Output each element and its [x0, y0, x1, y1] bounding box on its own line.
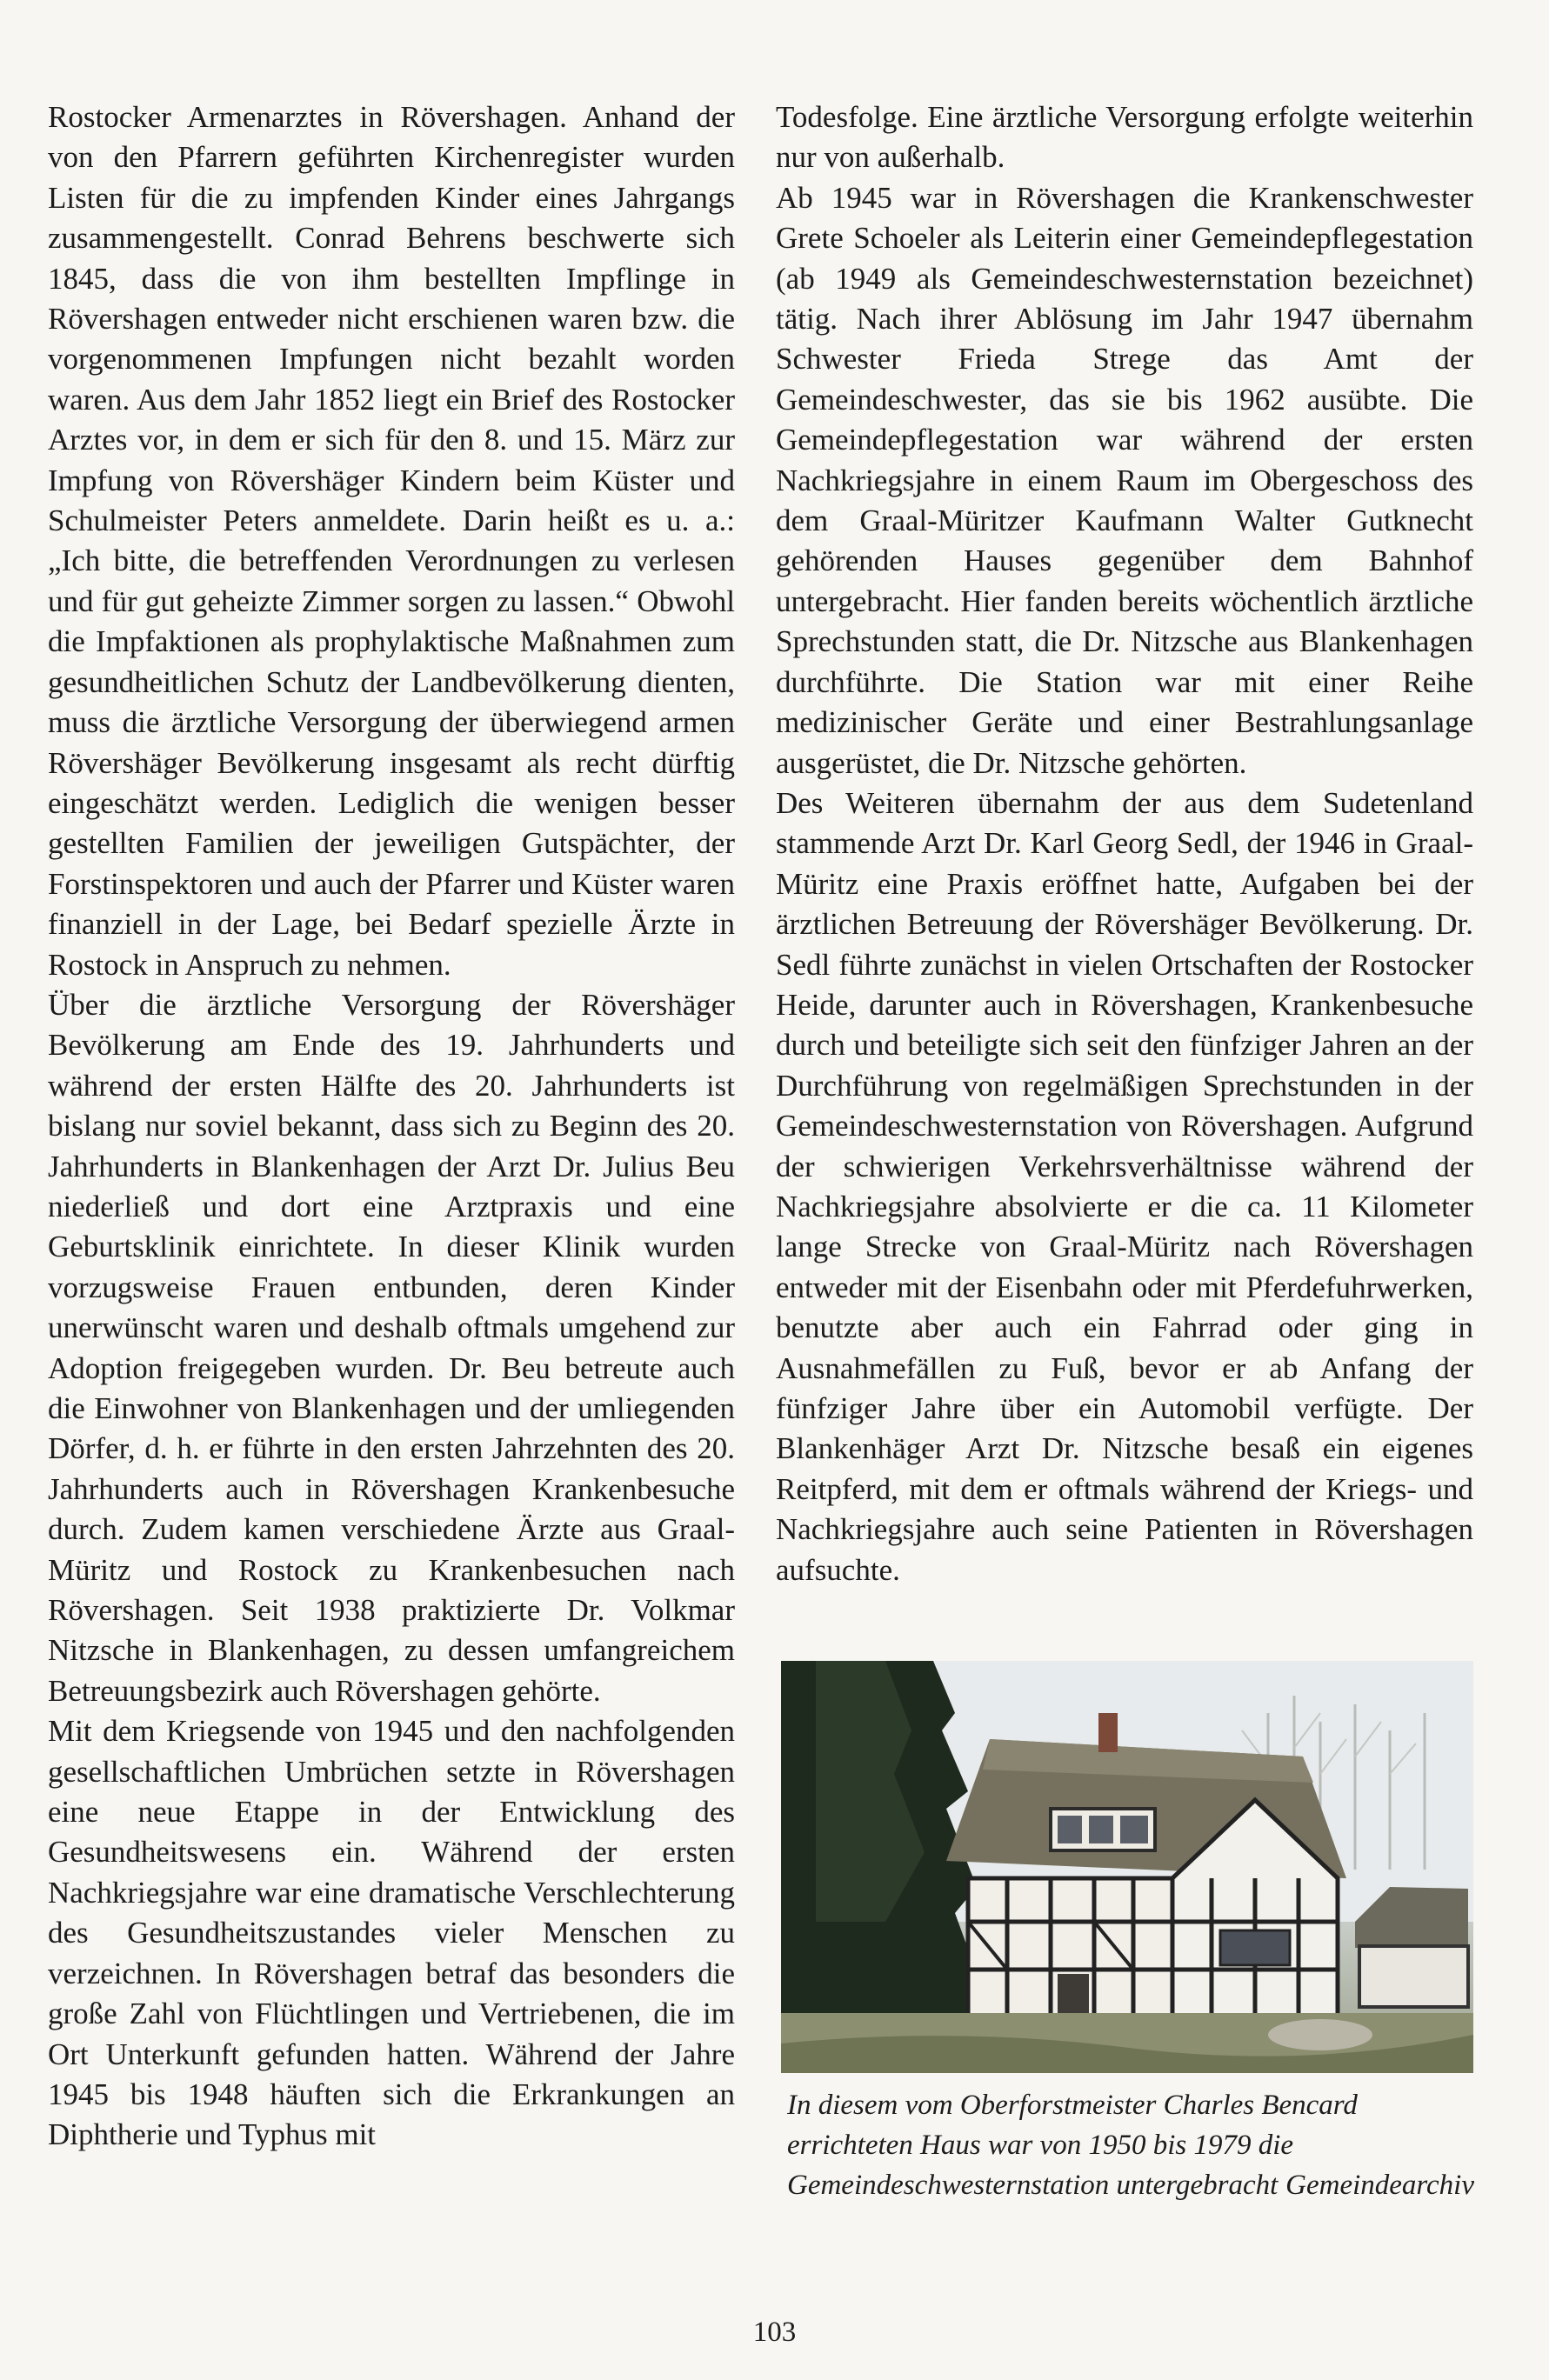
- paragraph-dr-sedl: Des Weiteren übernahm der aus dem Sudetenland stammende Arzt Dr. Karl Georg Sedl, der 1946 in Graal-Müritz eine Praxis eröffnet hatte, Aufgaben bei der ärztlichen Betreuung der Rövershäger Bevölkerung. Dr. Sedl führte zunächst in vielen Ortschaften der Rostocker Heide, darunter auch in Rövershagen, Krankenbesuche durch und beteiligte sich seit den fünfziger Jahren an der Durchführung von regelmäßigen Sprechstunden in der Gemeindeschwesternstation von Rövershagen. Aufgrund der schwierigen Verkehrsverhältnisse während der Nachkriegsjahre absolvierte er die ca. 11 Kilometer lange Strecke von Graal-Müritz nach Rövershagen entweder mit der Eisenbahn oder mit Pferdefuhrwerken, benutzte aber auch ein Fahrrad oder ging in Ausnahmefällen zu Fuß, bevor er ab Anfang der fünfziger Jahre über ein Automobil verfügte. Der Blankenhäger Arzt Dr. Nitzsche besaß ein eigenes Reitpferd, mit dem er oftmals während der Kriegs- und Nachkriegsjahre auch seine Patienten in Rövershagen aufsuchte.: [776, 785, 1473, 1587]
- paragraph-gemeindepflegestation: Ab 1945 war in Rövershagen die Krankenschwester Grete Schoeler als Leiterin einer Gemeindepflegestation (ab 1949 als Gemeindeschwesternstation bezeichnet) tätig. Nach ihrer Ablösung im Jahr 1947 übernahm Schwester Frieda Strege das Amt der Gemeindeschwester, das sie bis 1962 ausübte. Die Gemeindepflegestation war während der ersten Nachkriegsjahre in einem Raum im Obergeschoss des dem Graal-Müritzer Kaufmann Walter Gutknecht gehörenden Hauses gegenüber dem Bahnhof untergebracht. Hier fanden bereits wöchentlich ärztliche Sprechstunden statt, die Dr. Nitzsche aus Blankenhagen durchführte. Die Station war mit einer Reihe medizinischer Geräte und einer Bestrahlungsanlage ausgerüstet, die Dr. Nitzsche gehörten.: [776, 180, 1473, 780]
- thatched-house-illustration: [781, 1661, 1473, 2073]
- paragraph-todesfolge: Todesfolge. Eine ärztliche Versorgung erfolgte weiterhin nur von außerhalb.: [776, 100, 1473, 175]
- paragraph-medical-care-19th-century: Über die ärztliche Versorgung der Rövershäger Bevölkerung am Ende des 19. Jahrhunderts und während der ersten Hälfte des 20. Jahrhunderts ist bislang nur soviel bekannt, dass sich zu Beginn des 20. Jahrhunderts in Blankenhagen der Arzt Dr. Julius Beu niederließ und dort eine Arztpraxis und eine Geburtsklinik einrichtete. In dieser Klinik wurden vorzugsweise Frauen entbunden, deren Kinder unerwünscht waren und deshalb oftmals umgehend zur Adoption freigegeben wurden. Dr. Beu betreute auch die Einwohner von Blankenhagen und der umliegenden Dörfer, d. h. er führte in den ersten Jahrzehnten des 20. Jahrhunderts auch in Rövershagen Krankenbesuche durch. Zudem kamen verschiedene Ärzte aus Graal-Müritz und Rostock zu Krankenbesuchen nach Rövershagen. Seit 1938 praktizierte Dr. Volkmar Nitzsche in Blankenhagen, zu dessen umfangreichem Betreuungsbezirk auch Rövershagen gehörte.: [48, 987, 735, 1708]
- caption-text: In diesem vom Oberforstmeister Charles Bencard errichteten Haus war von 1950 bis 1979 die Gemeindeschwesternstation untergebracht: [787, 2090, 1358, 2201]
- page-number: 103: [752, 2317, 797, 2348]
- photo-caption: [787, 2085, 1474, 2205]
- paragraph-vaccination: Rostocker Armenarztes in Rövershagen. Anhand der von den Pfarrern geführten Kirchenregister wurden Listen für die zu impfenden Kinder eines Jahrgangs zusammengestellt. Conrad Behrens beschwerte sich 1845, dass die von ihm bestellten Impflinge in Rövershagen entweder nicht erschienen waren bzw. die vorgenommenen Impfungen nicht bezahlt worden waren. Aus dem Jahr 1852 liegt ein Brief des Rostocker Arztes vor, in dem er sich für den 8. und 15. März zur Impfung von Rövershäger Kindern beim Küster und Schulmeister Peters anmeldete. Darin heißt es u. a.: „Ich bitte, die betreffenden Verordnungen zu verlesen und für gut geheizte Zimmer sorgen zu lassen.“ Obwohl die Impfaktionen als prophylaktische Maßnahmen zum gesundheitlichen Schutz der Landbevölkerung dienten, muss die ärztliche Versorgung der überwiegend armen Rövershäger Bevölkerung insgesamt als recht dürftig eingeschätzt werden. Lediglich die wenigen besser gestellten Familien der jeweiligen Gutspächter, der Forstinspektoren und auch der Pfarrer und Küster waren finanziell in der Lage, bei Bedarf spezielle Ärzte in Rostock in Anspruch zu nehmen.: [48, 100, 735, 982]
- house-photo: [781, 1661, 1473, 2073]
- right-column: [776, 97, 1473, 1590]
- paragraph-postwar-1945: Mit dem Kriegsende von 1945 und den nachfolgenden gesellschaftlichen Umbrüchen setzte in Rövershagen eine neue Etappe in der Entwicklung des Gesundheitswesens ein. Während der ersten Nachkriegsjahre war eine dramatische Verschlechterung des Gesundheitszustandes vieler Menschen zu verzeichnen. In Rövershagen betraf das besonders die große Zahl von Flüchtlingen und Vertriebenen, die im Ort Unterkunft gefunden hatten. Während der Jahre 1945 bis 1948 häuften sich die Erkrankungen an Diphtherie und Typhus mit: [48, 1714, 735, 2152]
- left-column: [48, 97, 735, 2156]
- caption-credit: Gemeindearchiv: [1285, 2170, 1474, 2201]
